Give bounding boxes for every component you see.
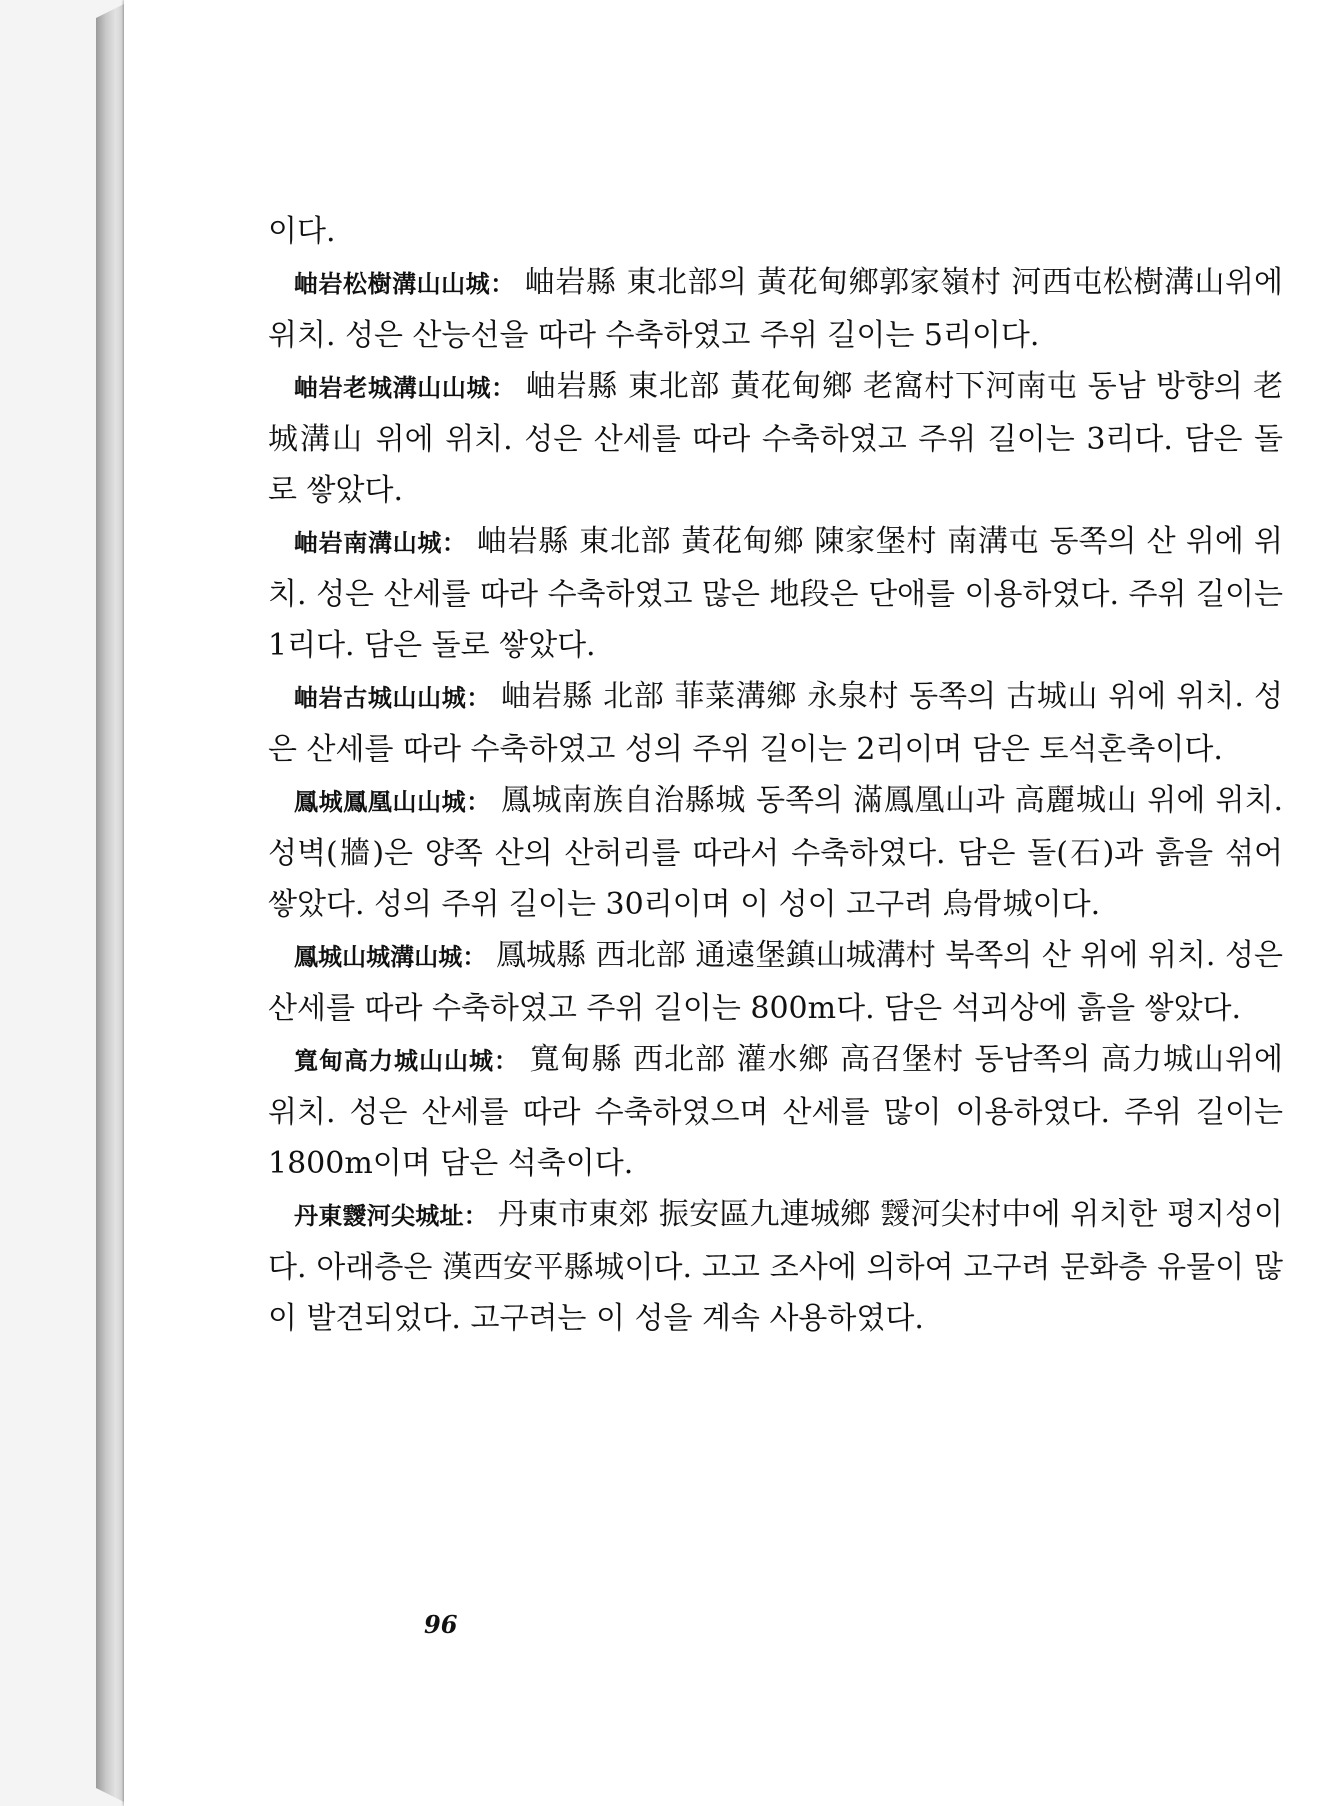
entry-body: 丹東市東郊 振安區九連城鄉 靉河尖村中에 위치한 평지성이다. 아래층은 漢西安平縣城이다. 고고 조사에 의하여 고구려 문화층 유물이 많이 발견되었다. 고구려는 이 성을 계속 사용하였다. (268, 1197, 1283, 1336)
entry-paragraph (268, 930, 1283, 1034)
entry-body: 鳳城縣 西北部 通遠堡鎮山城溝村 북쪽의 산 위에 위치. 성은 산세를 따라 수축하였고 주위 길이는 800m다. 담은 석괴상에 흙을 쌓았다. (268, 938, 1284, 1026)
entry-paragraph (268, 1189, 1283, 1344)
book-page (124, 0, 1322, 1806)
continuation-line: 이다. (268, 214, 336, 249)
entry-paragraph (268, 516, 1283, 671)
entry-body: 寬甸縣 西北部 灌水鄉 高召堡村 동남쪽의 高力城山위에 위치. 성은 산세를 따라 수축하였으며 산세를 많이 이용하였다. 주위 길이는 1800m이며 담은 석축이다. (268, 1042, 1283, 1181)
entry-paragraph (268, 671, 1283, 775)
entry-term: 岫岩古城山山城： (294, 684, 491, 712)
entry-paragraph (268, 361, 1283, 516)
entry-body: 岫岩縣 東北部 黃花甸鄉 老窩村下河南屯 동남 방향의 老城溝山 위에 위치. 성은 산세를 따라 수축하였고 주위 길이는 3리다. 담은 돌로 쌓았다. (268, 369, 1284, 508)
book-spine-edge (96, 4, 124, 1802)
entry-term: 岫岩老城溝山山城： (294, 374, 516, 402)
entry-term: 岫岩松樹溝山山城： (294, 270, 515, 298)
entry-term: 鳳城山城溝山城： (294, 943, 487, 971)
entry-body: 鳳城南族自治縣城 동쪽의 滿鳳凰山과 高麗城山 위에 위치. 성벽(牆)은 양쪽 산의 산허리를 따라서 수축하였다. 담은 돌(石)과 흙을 섞어 쌓았다. 성의 주위 길이는 30리이며 이 성이 고구려 烏骨城이다. (268, 783, 1284, 922)
entry-body: 岫岩縣 東北部의 黃花甸鄉郭家嶺村 河西屯松樹溝山위에 위치. 성은 산능선을 따라 수축하였고 주위 길이는 5리이다. (268, 265, 1284, 353)
page-number: 96 (424, 1610, 458, 1639)
entry-body: 岫岩縣 北部 菲菜溝鄉 永泉村 동쪽의 古城山 위에 위치. 성은 산세를 따라 수축하였고 성의 주위 길이는 2리이며 담은 토석혼축이다. (268, 679, 1284, 767)
entry-term: 丹東靉河尖城址： (294, 1202, 488, 1230)
entry-body: 岫岩縣 東北部 黃花甸鄉 陳家堡村 南溝屯 동쪽의 산 위에 위치. 성은 산세를 따라 수축하였고 많은 地段은 단애를 이용하였다. 주위 길이는 1리다. 담은 돌로 쌓았다. (268, 524, 1283, 663)
page-text (268, 206, 1283, 1344)
entry-term: 鳳城鳳凰山山城： (294, 788, 491, 816)
entry-paragraph (268, 1034, 1283, 1189)
entry-paragraph (268, 775, 1283, 930)
entry-term: 岫岩南溝山城： (294, 529, 467, 557)
entry-paragraph (268, 257, 1283, 361)
entry-term: 寬甸高力城山山城： (294, 1047, 519, 1075)
